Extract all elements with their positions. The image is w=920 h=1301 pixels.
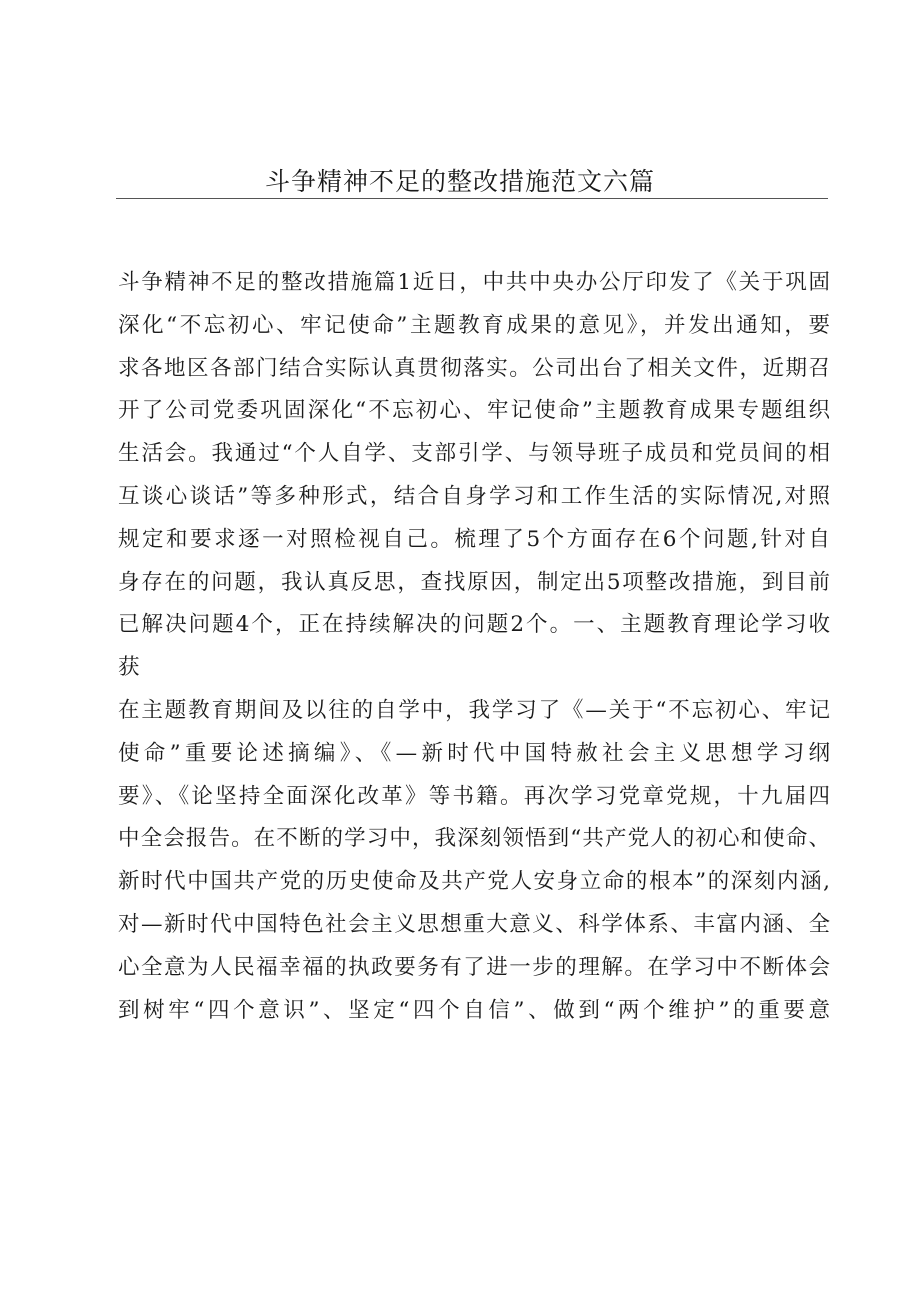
text-line: 使命”重要论述摘编》、《—新时代中国特赦社会主义思想学习纲 [118,740,830,766]
text-line: 深化“不忘初心、牢记使命”主题教育成果的意见》，并发出通知，要 [118,312,830,338]
text-line: 心全意为人民福幸福的执政要务有了进一步的理解。在学习中不断体会 [118,954,830,980]
text-line: 到树牢“四个意识”、坚定“四个自信”、做到“两个维护”的重要意 [118,997,830,1023]
text-line: 已解决问题4个，正在持续解决的问题2个。一、主题教育理论学习收 [118,612,830,638]
text-line: 中全会报告。在不断的学习中，我深刻领悟到“共产党人的初心和使命、 [118,826,830,852]
text-line: 身存在的问题，我认真反思，查找原因，制定出5项整改措施，到目前 [118,569,830,595]
document-title: 斗争精神不足的整改措施范文六篇 [264,167,655,196]
text-line: 开了公司党委巩固深化“不忘初心、牢记使命”主题教育成果专题组织 [118,398,830,424]
text-line: 对—新时代中国特色社会主义思想重大意义、科学体系、丰富内涵、全 [118,911,830,937]
text-line: 规定和要求逐一对照检视自己。梳理了5个方面存在6个问题,针对自 [118,526,830,552]
paragraph-1 [118,262,830,690]
text-line: 斗争精神不足的整改措施篇1近日，中共中央办公厅印发了《关于巩固 [118,270,830,295]
title-underline [116,198,828,199]
paragraph-2 [118,690,830,1032]
text-line: 生活会。我通过“个人自学、支部引学、与领导班子成员和党员间的相 [118,441,830,467]
document-body [118,262,830,1032]
text-line: 获 [118,655,140,681]
text-line: 求各地区各部门结合实际认真贯彻落实。公司出台了相关文件，近期召 [118,355,830,381]
text-line: 在主题教育期间及以往的自学中，我学习了《—关于“不忘初心、牢记 [118,697,830,723]
text-line: 要》、《论坚持全面深化改革》等书籍。再次学习党章党规，十九届四 [118,783,830,809]
text-line: 互谈心谈话”等多种形式，结合自身学习和工作生活的实际情况,对照 [118,483,830,509]
text-line: 新时代中国共产党的历史使命及共产党人安身立命的根本”的深刻内涵, [118,869,830,895]
